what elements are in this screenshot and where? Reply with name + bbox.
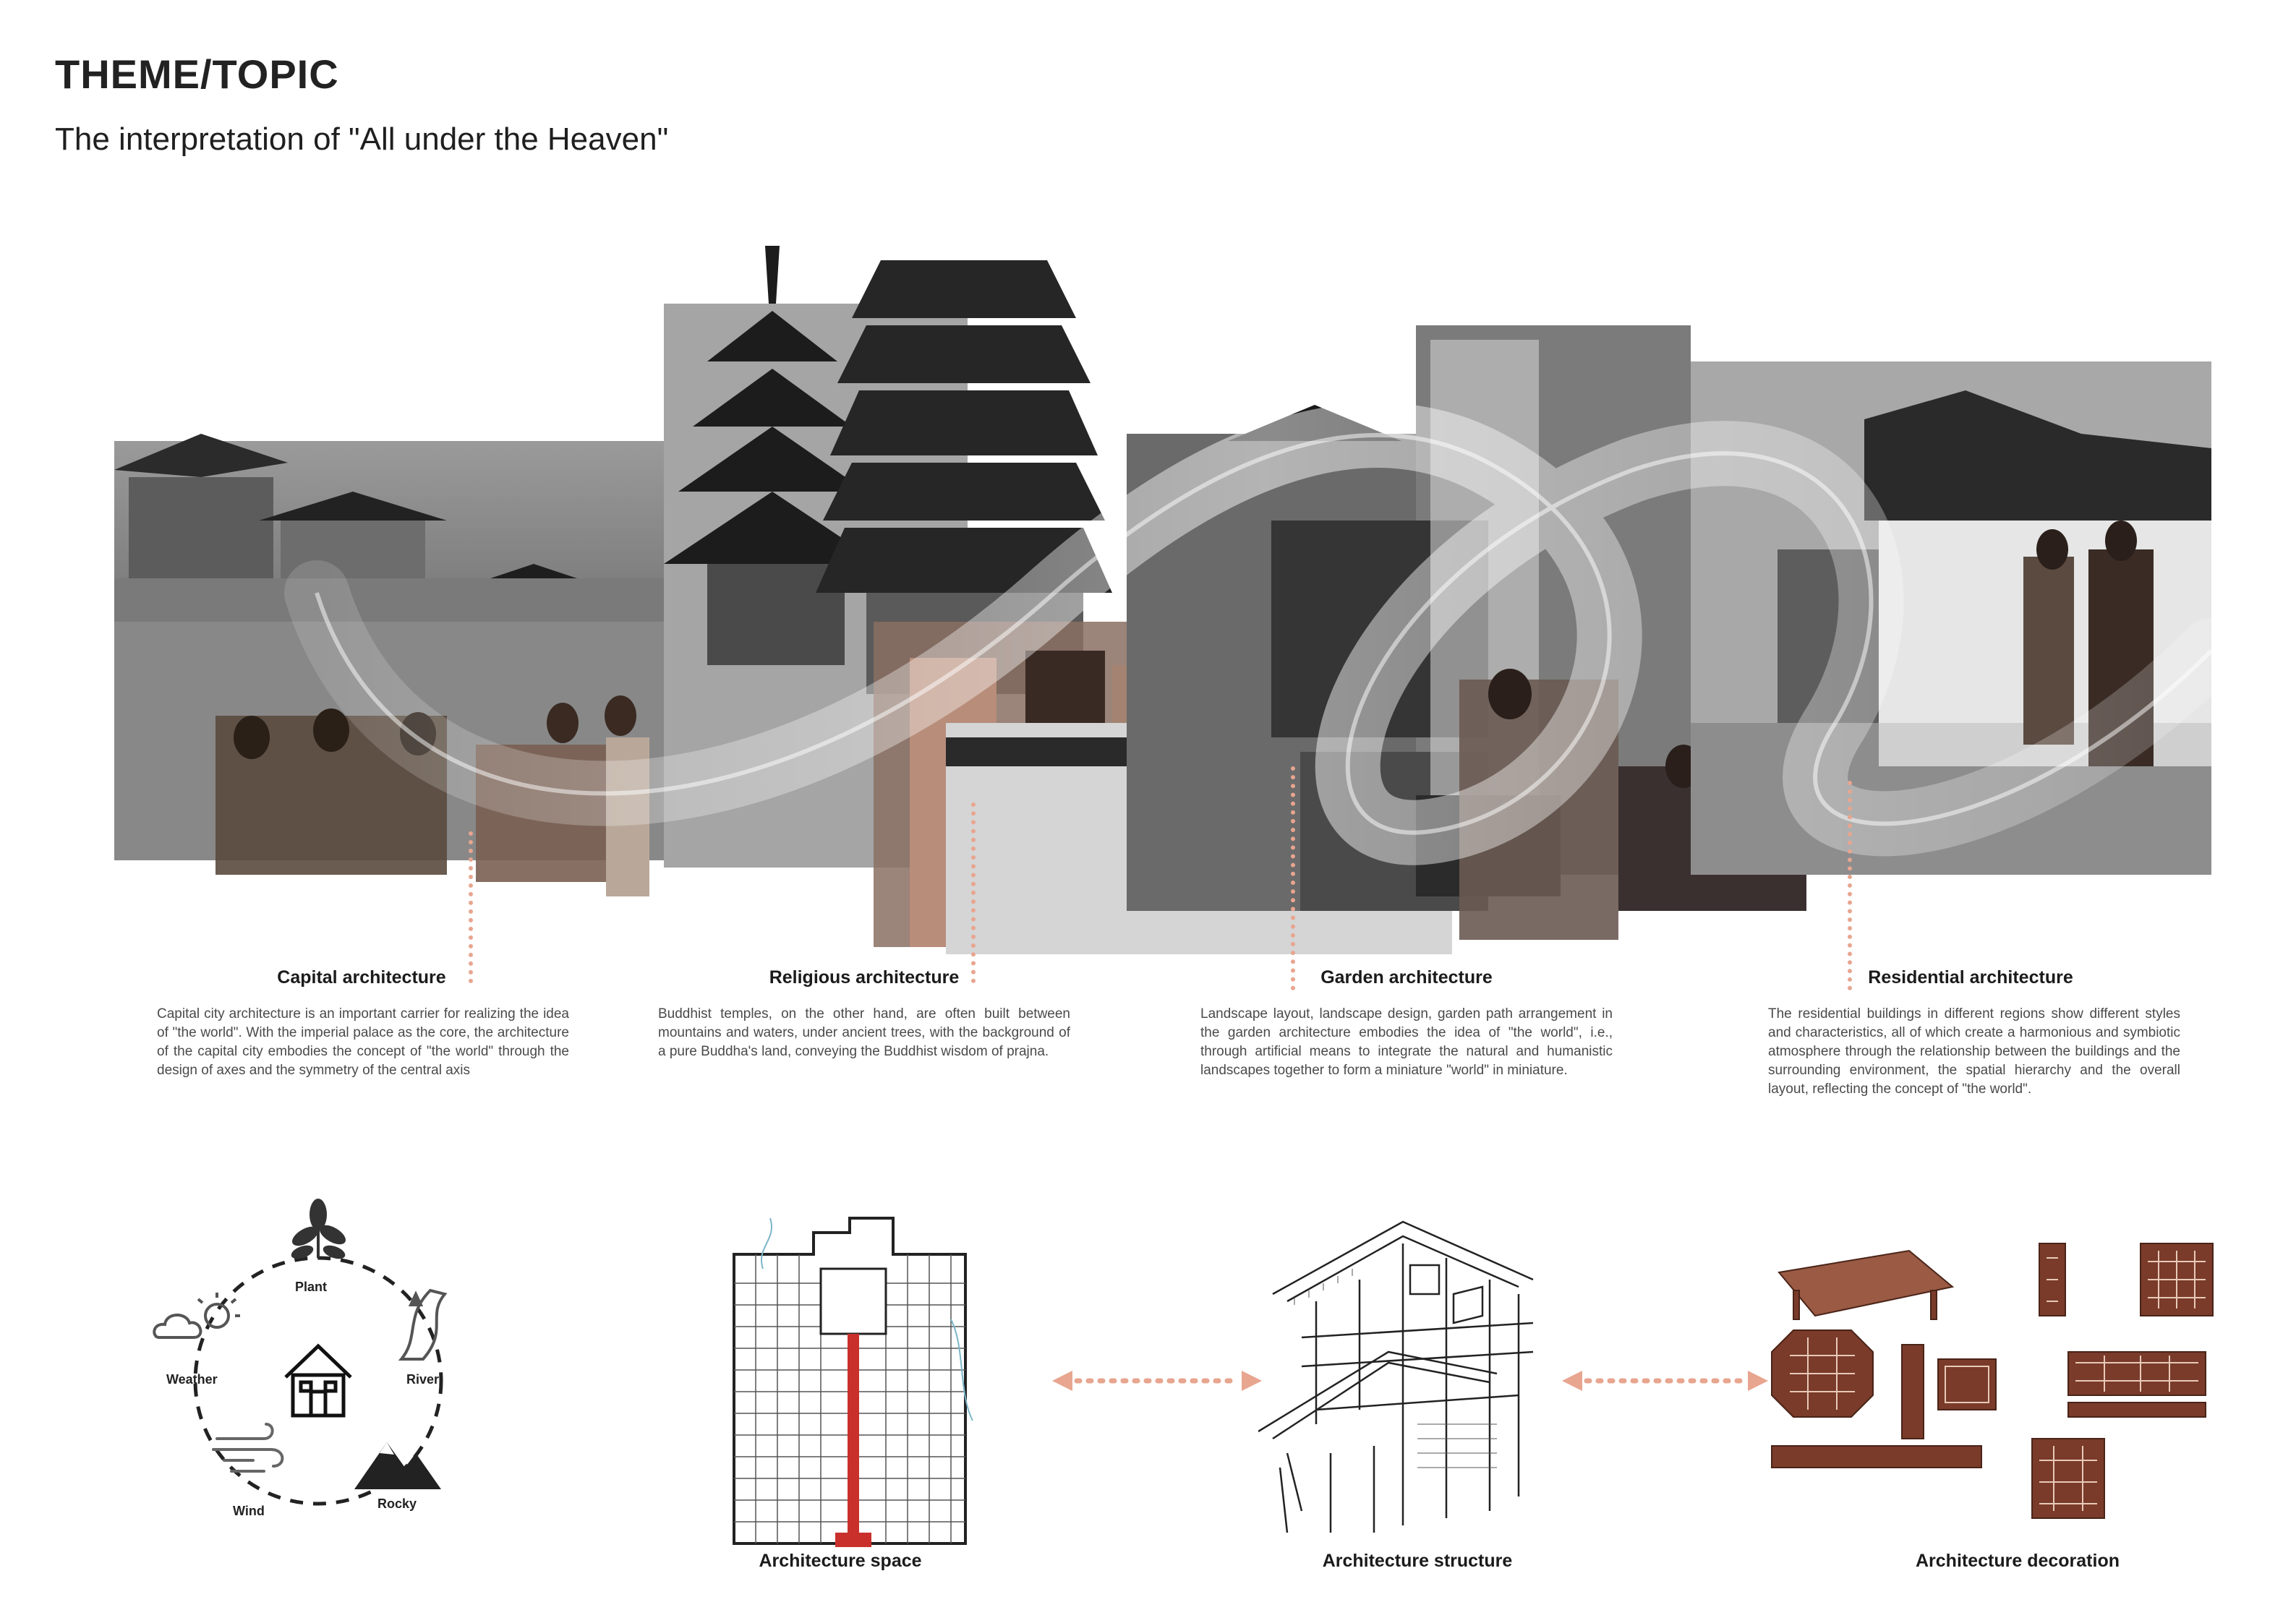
mountain-icon	[354, 1442, 441, 1489]
decoration-drawing	[1764, 1229, 2227, 1533]
decoration-label: Architecture decoration	[1915, 1551, 2120, 1571]
wind-label: Wind	[233, 1504, 265, 1518]
residential-title: Residential architecture	[1868, 967, 2073, 988]
capital-title: Capital architecture	[277, 967, 446, 988]
religious-title: Religious architecture	[769, 967, 960, 988]
arrow-space-structure	[1052, 1366, 1262, 1395]
capital-pointer	[469, 831, 473, 983]
page-subtitle: The interpretation of "All under the Heaven"	[55, 121, 669, 157]
structure-drawing	[1258, 1193, 1548, 1547]
space-label: Architecture space	[759, 1551, 922, 1571]
garden-title: Garden architecture	[1320, 967, 1493, 988]
residential-pointer	[1848, 781, 1852, 990]
nature-cycle-diagram	[145, 1193, 463, 1518]
plant-icon	[289, 1199, 349, 1262]
river-label: River	[406, 1372, 440, 1387]
architecture-collage	[114, 217, 2211, 954]
page-title: THEME/TOPIC	[55, 51, 339, 97]
weather-label: Weather	[166, 1372, 218, 1387]
city-plan-map	[712, 1204, 994, 1551]
capital-text: Capital city architecture is an important carrier for realizing the idea of "the world". With the imperial palace as the core, the architecture of the capital city embodies the concept of "the world" through the design of axes and the symmetry of the central axis	[157, 1006, 569, 1078]
house-icon	[286, 1346, 351, 1416]
religious-pointer	[971, 802, 976, 983]
plant-label: Plant	[295, 1280, 328, 1294]
wind-icon	[213, 1424, 282, 1471]
arrow-structure-decoration	[1562, 1366, 1768, 1395]
rocky-label: Rocky	[377, 1496, 417, 1511]
garden-pointer	[1291, 766, 1295, 990]
religious-text: Buddhist temples, on the other hand, are often built between mountains and waters, under ancient trees, with the background of a pure Buddha's land, conveying the Buddhist wisdom of prajna.	[658, 1006, 1070, 1059]
residential-text: The residential buildings in different regions show different styles and characteristics, all of which create a harmonious and symbiotic atmosphere through the relationship between the buildings and the surrounding environment, the spatial hierarchy and the overall layout, reflecting the concept of "the world".	[1768, 1006, 2180, 1097]
river-icon	[401, 1290, 445, 1359]
structure-label: Architecture structure	[1322, 1551, 1513, 1571]
garden-text: Landscape layout, landscape design, garden path arrangement in the garden architecture embodies the idea of "the world", i.e., through artificial means to integrate the natural and humanistic landscapes together to form a miniature "world" in miniature.	[1200, 1006, 1613, 1078]
